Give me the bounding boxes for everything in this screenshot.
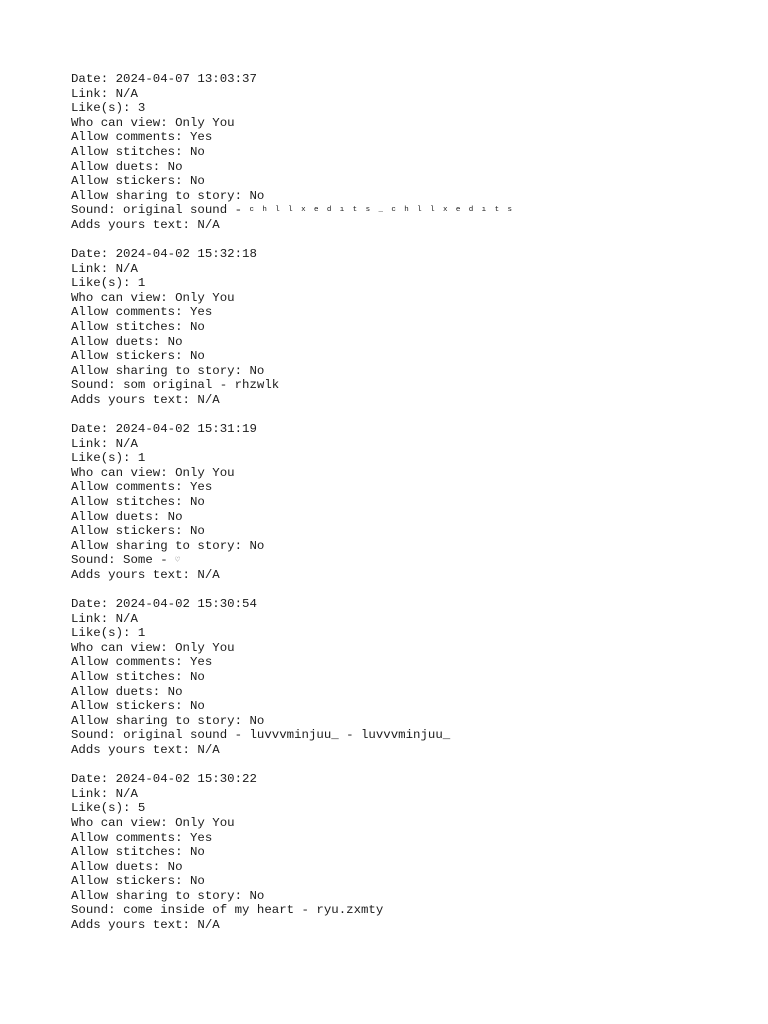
record-sound [71, 553, 751, 568]
record-sound [71, 378, 751, 393]
record-date: Date: 2024-04-02 15:32:18 [71, 247, 257, 262]
record-adds-yours: Adds yours text: N/A [71, 392, 220, 407]
record-allow-stickers: Allow stickers: No [71, 699, 205, 714]
record-who-can-view: Who can view: Only You [71, 115, 235, 130]
record-date: Date: 2024-04-02 15:30:54 [71, 597, 257, 612]
sound-label: Sound: [71, 378, 124, 393]
record-allow-duets: Allow duets: No [71, 509, 183, 524]
record-sound [71, 728, 751, 743]
record-allow-stitches: Allow stitches: No [71, 144, 205, 159]
record-adds-yours: Adds yours text: N/A [71, 743, 220, 758]
record-sound [71, 903, 751, 918]
sound-value: som original - rhzwlk [123, 378, 280, 393]
record-allow-comments: Allow comments: Yes [71, 655, 213, 670]
record-allow-sharing: Allow sharing to story: No [71, 888, 265, 903]
record-allow-sharing: Allow sharing to story: No [71, 713, 265, 728]
record-adds-yours: Adds yours text: N/A [71, 568, 220, 582]
record-allow-comments: Allow comments: Yes [71, 830, 213, 845]
video-record [71, 247, 751, 408]
record-adds-yours: Adds yours text: N/A [71, 217, 220, 232]
record-who-can-view: Who can view: Only You [71, 290, 235, 305]
record-link: Link: N/A [71, 261, 138, 276]
record-who-can-view: Who can view: Only You [71, 815, 235, 830]
record-allow-stitches: Allow stitches: No [71, 845, 205, 860]
record-allow-stitches: Allow stitches: No [71, 495, 205, 510]
record-who-can-view: Who can view: Only You [71, 465, 235, 480]
record-link: Link: N/A [71, 611, 138, 626]
record-date: Date: 2024-04-02 15:30:22 [71, 772, 257, 787]
record-allow-comments: Allow comments: Yes [71, 305, 213, 320]
record-likes: Like(s): 3 [71, 101, 146, 116]
record-allow-stickers: Allow stickers: No [71, 524, 205, 539]
sound-value: ♡ [175, 556, 180, 566]
record-allow-duets: Allow duets: No [71, 684, 183, 699]
record-allow-stickers: Allow stickers: No [71, 174, 205, 189]
sound-value: original sound - luvvvminjuu_ - luvvvminjuu_ [123, 728, 451, 743]
record-who-can-view: Who can view: Only You [71, 640, 235, 655]
video-record [71, 597, 751, 758]
video-record [71, 422, 751, 583]
record-allow-stitches: Allow stitches: No [71, 670, 205, 685]
document-page [71, 72, 751, 947]
record-link: Link: N/A [71, 436, 138, 451]
record-allow-sharing: Allow sharing to story: No [71, 188, 265, 203]
record-adds-yours: Adds yours text: N/A [71, 918, 220, 933]
record-allow-duets: Allow duets: No [71, 159, 183, 174]
record-date: Date: 2024-04-07 13:03:37 [71, 72, 257, 86]
sound-label: Sound: original sound - [71, 203, 250, 218]
record-likes: Like(s): 5 [71, 801, 146, 816]
sound-value: chllxedıts_chllxedıts [249, 206, 521, 215]
record-link: Link: N/A [71, 786, 138, 801]
sound-label: Sound: [71, 728, 124, 743]
record-likes: Like(s): 1 [71, 451, 146, 466]
video-record [71, 72, 751, 233]
record-allow-sharing: Allow sharing to story: No [71, 538, 265, 553]
sound-label: Sound: [71, 903, 124, 918]
record-sound [71, 203, 751, 218]
record-allow-duets: Allow duets: No [71, 859, 183, 874]
record-allow-stickers: Allow stickers: No [71, 874, 205, 889]
record-allow-stickers: Allow stickers: No [71, 349, 205, 364]
record-allow-comments: Allow comments: Yes [71, 130, 213, 145]
record-allow-stitches: Allow stitches: No [71, 320, 205, 334]
record-link: Link: N/A [71, 86, 138, 101]
record-allow-sharing: Allow sharing to story: No [71, 363, 265, 378]
sound-value: come inside of my heart - ryu.zxmty [123, 903, 384, 918]
record-allow-comments: Allow comments: Yes [71, 480, 213, 495]
record-allow-duets: Allow duets: No [71, 334, 183, 349]
record-likes: Like(s): 1 [71, 276, 146, 291]
record-date: Date: 2024-04-02 15:31:19 [71, 422, 257, 437]
video-record [71, 772, 751, 933]
sound-label: Sound: Some - [71, 553, 176, 568]
record-likes: Like(s): 1 [71, 626, 146, 641]
